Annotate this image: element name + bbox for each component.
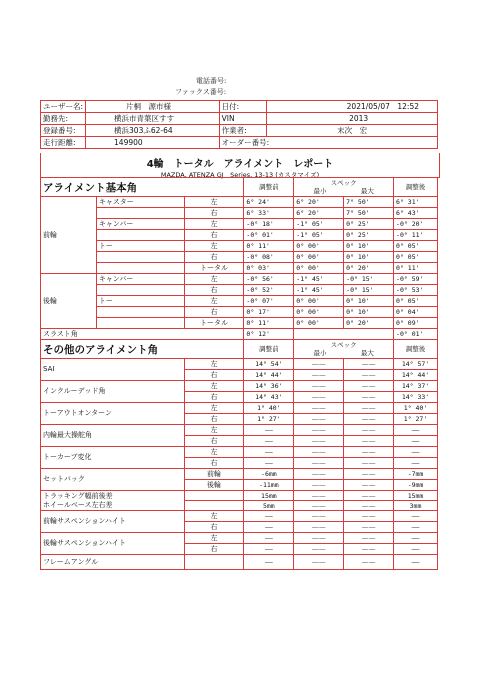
side-label: 左	[184, 219, 244, 230]
value-before: -0° 08'	[244, 252, 294, 263]
other-param-name: トラッキング幅前後差 ホイールベース左右差	[41, 491, 185, 511]
other-param-name: フレームアングル	[41, 555, 185, 570]
value-after: ——	[394, 425, 438, 436]
side-label: 右	[184, 230, 244, 241]
value-after: ——	[394, 511, 438, 522]
alignment-row	[41, 274, 438, 285]
value-before: -6mm	[244, 469, 294, 480]
spec-min: 0° 00'	[294, 252, 344, 263]
spec-max: ——	[344, 522, 394, 533]
spec-min: ——	[294, 370, 344, 381]
spec-max: ——	[344, 403, 394, 414]
other-param-name: 後輪サスペンションハイト	[41, 533, 185, 555]
value-after: ——	[394, 447, 438, 458]
work-value: 横浜市青葉区すす	[86, 113, 220, 125]
spec-max: ——	[344, 491, 394, 501]
other-param-name: 前輪サスペンションハイト	[41, 511, 185, 533]
spec-max: ——	[344, 511, 394, 522]
vin-value: 2013	[267, 113, 438, 125]
other-row	[41, 403, 438, 414]
side-label: 前輪	[184, 469, 244, 480]
spec-min: ——	[294, 522, 344, 533]
value-after: 0° 09'	[394, 318, 438, 329]
other-row	[41, 447, 438, 458]
value-after: 1° 27'	[394, 414, 438, 425]
spec-label: スペック	[330, 179, 357, 187]
basic-title: アライメント基本角	[41, 178, 244, 197]
rear-axle-label: 後輪	[41, 274, 97, 329]
other-row	[41, 469, 438, 480]
report-subtitle: MAZDA, ATENZA GJ Series, 13-13 (カスタマイズ)	[160, 171, 320, 179]
other-h-spec	[294, 340, 394, 359]
spec-max: 0° 10'	[344, 307, 394, 318]
spec-max: 0° 10'	[344, 296, 394, 307]
spec-max: ——	[344, 458, 394, 469]
value-after: 1° 40'	[394, 403, 438, 414]
value-before: 1° 27'	[244, 414, 294, 425]
value-after: -7mm	[394, 469, 438, 480]
side-label: 右	[184, 414, 244, 425]
side-label: 右	[184, 252, 244, 263]
alignment-row	[41, 230, 438, 241]
value-before: 15mm	[244, 491, 294, 501]
value-before: ——	[244, 511, 294, 522]
spec-max: ——	[344, 544, 394, 555]
side-label: 右	[184, 285, 244, 296]
reg-value: 横浜303ふ62-64	[86, 125, 220, 137]
value-before: ——	[244, 458, 294, 469]
spec-max: ——	[344, 555, 394, 570]
spec-max: 7° 50'	[344, 197, 394, 208]
value-before: 0° 12'	[244, 329, 294, 340]
value-before: 0° 11'	[244, 318, 294, 329]
value-before: 0° 17'	[244, 307, 294, 318]
spec-label: スペック	[330, 341, 357, 349]
value-after: -0° 59'	[394, 274, 438, 285]
alignment-row	[41, 318, 438, 329]
worker-label: 作業者:	[219, 125, 266, 137]
value-before: 14° 36'	[244, 381, 294, 392]
alignment-row	[41, 197, 438, 208]
spec-max: 0° 20'	[344, 263, 394, 274]
param-name: キャンバー	[96, 274, 184, 285]
fax-label: ファックス番号:	[175, 88, 227, 96]
other-row	[41, 533, 438, 544]
spec-min: 0° 00'	[294, 307, 344, 318]
value-after: 0° 04'	[394, 307, 438, 318]
other-param-name: トーアウトオンターン	[41, 403, 185, 425]
side-label: 右	[184, 522, 244, 533]
spec-max: ——	[344, 359, 394, 370]
alignment-row	[41, 307, 438, 318]
param-name	[96, 252, 184, 263]
value-before: ——	[244, 522, 294, 533]
basic-section	[41, 178, 438, 340]
spec-min: ——	[294, 414, 344, 425]
value-after: ——	[394, 544, 438, 555]
spec-min: 6° 20'	[294, 208, 344, 219]
side-label: 右	[184, 392, 244, 403]
value-after: -0° 01'	[394, 329, 438, 340]
value-after: 14° 57'	[394, 359, 438, 370]
mileage-label: 走行距離:	[41, 137, 86, 149]
value-after: -9mm	[394, 480, 438, 491]
spec-minmax	[296, 349, 391, 357]
value-before: 0° 11'	[244, 241, 294, 252]
spec-max: ——	[344, 370, 394, 381]
other-param-name: セットバック	[41, 469, 185, 491]
side-label	[184, 501, 244, 511]
value-before: 14° 54'	[244, 359, 294, 370]
spec-max: ——	[344, 469, 394, 480]
value-before: -0° 07'	[244, 296, 294, 307]
value-after: -0° 11'	[394, 230, 438, 241]
spec-min: ——	[294, 511, 344, 522]
alignment-row	[41, 296, 438, 307]
reg-label: 登録番号:	[41, 125, 86, 137]
side-label: 右	[184, 458, 244, 469]
side-label: 左	[184, 403, 244, 414]
value-after: ——	[394, 533, 438, 544]
value-before: -0° 18'	[244, 219, 294, 230]
value-before: ——	[244, 447, 294, 458]
thrust-label: スラスト角	[41, 329, 244, 340]
spec-min: ——	[294, 480, 344, 491]
side-label: 左	[184, 197, 244, 208]
param-name	[96, 285, 184, 296]
side-label: 右	[184, 544, 244, 555]
side-label: 左	[184, 241, 244, 252]
work-label: 勤務先:	[41, 113, 86, 125]
spec-min: 0° 00'	[294, 241, 344, 252]
value-before: ——	[244, 425, 294, 436]
spec-min: 6° 20'	[294, 197, 344, 208]
value-before: ——	[244, 555, 294, 570]
value-before: 0° 03'	[244, 263, 294, 274]
side-label: 左	[184, 447, 244, 458]
phone-label: 電話番号:	[196, 77, 227, 85]
value-before: -11mm	[244, 480, 294, 491]
value-before: 6° 24'	[244, 197, 294, 208]
spec-min: ——	[294, 403, 344, 414]
other-h-after: 調整後	[394, 340, 438, 359]
other-row	[41, 491, 438, 501]
other-row	[41, 511, 438, 522]
value-after: -0° 20'	[394, 219, 438, 230]
info-table	[40, 100, 438, 149]
other-param-name: 内輪最大操舵角	[41, 425, 185, 447]
spec-min: ——	[294, 381, 344, 392]
value-after: ——	[394, 458, 438, 469]
value-after: 14° 37'	[394, 381, 438, 392]
other-row	[41, 381, 438, 392]
spec-min: ——	[294, 469, 344, 480]
other-row	[41, 425, 438, 436]
spec-min: ——	[294, 458, 344, 469]
user-label: ユーザー名:	[41, 101, 86, 113]
value-after: 0° 05'	[394, 296, 438, 307]
side-label	[184, 491, 244, 501]
other-title: その他のアライメント角	[41, 340, 244, 359]
vin-label: VIN	[219, 113, 266, 125]
value-after: 6° 31'	[394, 197, 438, 208]
param-name	[96, 230, 184, 241]
param-name	[96, 208, 184, 219]
spec-max: 0° 20'	[344, 318, 394, 329]
spec-max: 0° 10'	[344, 252, 394, 263]
basic-h-after: 調整後	[394, 178, 438, 197]
front-axle-label: 前輪	[41, 197, 97, 274]
spec-max: -0° 15'	[344, 274, 394, 285]
spec-max: ——	[344, 447, 394, 458]
date-label: 日付:	[219, 101, 266, 113]
spec-min: ——	[294, 447, 344, 458]
spec-min: ——	[294, 436, 344, 447]
min-label: 最小	[313, 349, 327, 357]
side-label: 左	[184, 359, 244, 370]
param-name	[96, 318, 184, 329]
other-row	[41, 555, 438, 570]
alignment-row	[41, 252, 438, 263]
spec-min: ——	[294, 491, 344, 501]
value-after: ——	[394, 555, 438, 570]
spec-max: -0° 15'	[344, 285, 394, 296]
worker-value: 末次 宏	[267, 125, 438, 137]
spec-max: ——	[344, 381, 394, 392]
value-before: 6° 33'	[244, 208, 294, 219]
user-value: 片桐 源市様	[86, 101, 220, 113]
basic-h-spec	[294, 178, 394, 197]
value-after: 0° 05'	[394, 241, 438, 252]
side-label: 右	[184, 436, 244, 447]
spec-min: ——	[294, 392, 344, 403]
param-name: キャスター	[96, 197, 184, 208]
value-after: 15mm	[394, 491, 438, 501]
spec-min: ——	[294, 359, 344, 370]
param-name	[96, 263, 184, 274]
spec-max: 0° 10'	[344, 241, 394, 252]
spec-max: 7° 50'	[344, 208, 394, 219]
side-label: 左	[184, 533, 244, 544]
value-before: -0° 01'	[244, 230, 294, 241]
report-title: 4輪 トータル アライメント レポート	[146, 159, 334, 170]
value-after: -0° 53'	[394, 285, 438, 296]
value-after: 0° 11'	[394, 263, 438, 274]
side-label: 後輪	[184, 480, 244, 491]
value-before: ——	[244, 544, 294, 555]
min-label: 最小	[313, 187, 327, 195]
side-label: トータル	[184, 318, 244, 329]
spec-none	[294, 329, 394, 340]
side-label: 右	[184, 208, 244, 219]
value-before: ——	[244, 436, 294, 447]
value-before: 14° 43'	[244, 392, 294, 403]
other-section	[41, 340, 438, 570]
spec-min: -1° 45'	[294, 285, 344, 296]
spec-min: 0° 00'	[294, 318, 344, 329]
spec-max: 0° 25'	[344, 230, 394, 241]
report-title-box	[40, 153, 440, 178]
value-before: ——	[244, 533, 294, 544]
value-after: 14° 44'	[394, 370, 438, 381]
param-name: トー	[96, 241, 184, 252]
value-after: 6° 43'	[394, 208, 438, 219]
other-param-name: インクルーデッド角	[41, 381, 185, 403]
spec-min: -1° 45'	[294, 274, 344, 285]
side-label: 右	[184, 307, 244, 318]
spec-min: 0° 00'	[294, 263, 344, 274]
other-row	[41, 359, 438, 370]
value-after: ——	[394, 436, 438, 447]
value-after: 0° 05'	[394, 252, 438, 263]
value-before: -0° 52'	[244, 285, 294, 296]
value-after: ——	[394, 522, 438, 533]
side-label: 左	[184, 425, 244, 436]
alignment-row	[41, 241, 438, 252]
other-param-name: SAI	[41, 359, 185, 381]
other-param-name: トーカーブ変化	[41, 447, 185, 469]
date-value: 2021/05/07 12:52	[267, 101, 438, 113]
other-h-before: 調整前	[244, 340, 294, 359]
alignment-row	[41, 219, 438, 230]
side-label: 左	[184, 381, 244, 392]
spec-max: ——	[344, 436, 394, 447]
spec-min: -1° 05'	[294, 219, 344, 230]
spec-minmax	[296, 187, 391, 195]
spec-max: ——	[344, 392, 394, 403]
basic-h-before: 調整前	[244, 178, 294, 197]
alignment-row	[41, 329, 438, 340]
value-after: 14° 33'	[394, 392, 438, 403]
spec-max: ——	[344, 414, 394, 425]
side-label: トータル	[184, 263, 244, 274]
spec-max: 0° 25'	[344, 219, 394, 230]
side-label	[184, 555, 244, 570]
side-label: 左	[184, 274, 244, 285]
value-before: -0° 56'	[244, 274, 294, 285]
spec-min: ——	[294, 425, 344, 436]
spec-min: ——	[294, 533, 344, 544]
param-name: キャンバー	[96, 219, 184, 230]
alignment-row	[41, 208, 438, 219]
spec-min: ——	[294, 501, 344, 511]
param-name	[96, 307, 184, 318]
max-label: 最大	[360, 187, 374, 195]
alignment-table	[40, 177, 438, 570]
spec-min: ——	[294, 555, 344, 570]
value-after: 3mm	[394, 501, 438, 511]
alignment-row	[41, 285, 438, 296]
spec-max: ——	[344, 533, 394, 544]
side-label: 左	[184, 296, 244, 307]
side-label: 左	[184, 511, 244, 522]
value-before: 5mm	[244, 501, 294, 511]
max-label: 最大	[360, 349, 374, 357]
value-before: 14° 44'	[244, 370, 294, 381]
param-name: トー	[96, 296, 184, 307]
spec-min: ——	[294, 544, 344, 555]
side-label: 右	[184, 370, 244, 381]
spec-min: 0° 00'	[294, 296, 344, 307]
mileage-value: 149900	[86, 137, 220, 149]
alignment-row	[41, 263, 438, 274]
spec-min: -1° 05'	[294, 230, 344, 241]
order-label: オーダー番号:	[219, 137, 437, 149]
spec-max: ——	[344, 501, 394, 511]
spec-max: ——	[344, 425, 394, 436]
value-before: 1° 40'	[244, 403, 294, 414]
spec-max: ——	[344, 480, 394, 491]
